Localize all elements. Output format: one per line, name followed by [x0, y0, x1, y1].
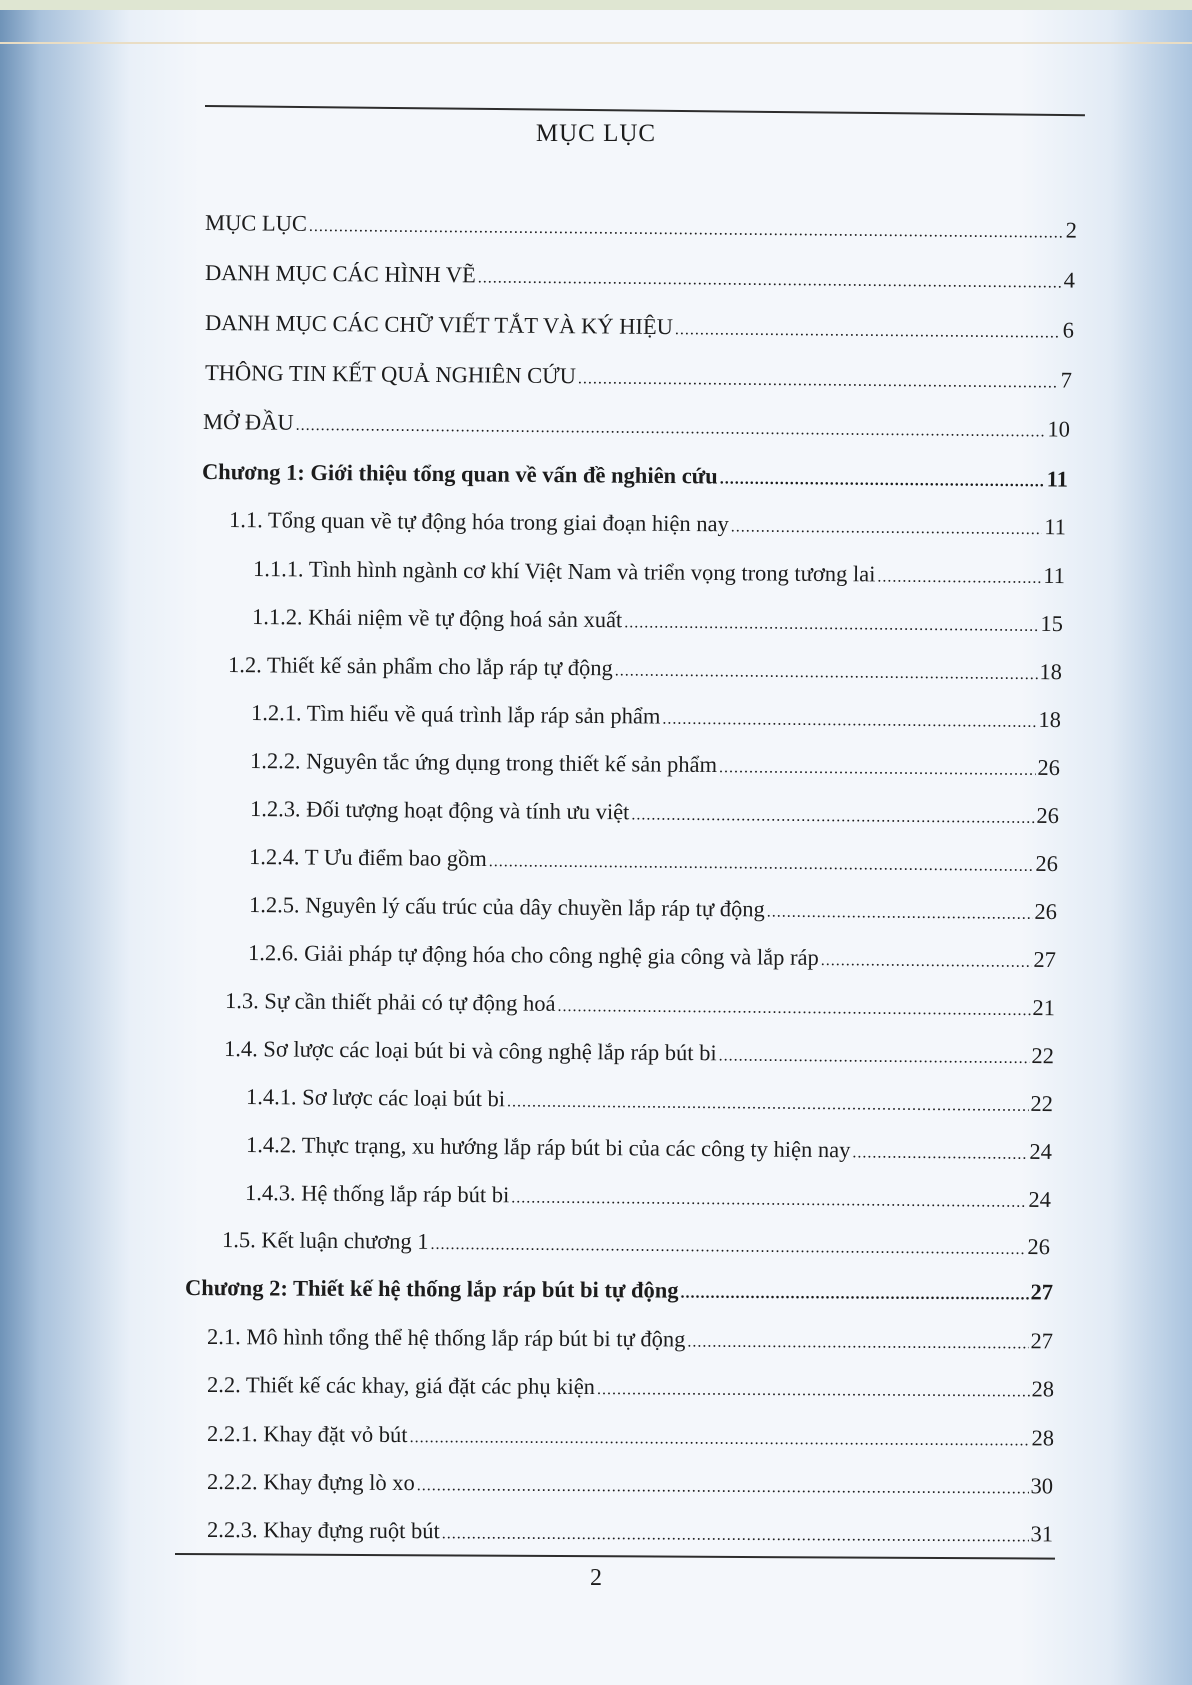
toc-leader-dots: [410, 1418, 1030, 1458]
toc-entry-text: 2.2.3. Khay đựng ruột bút: [206, 1517, 440, 1544]
toc-leader-dots: [507, 1082, 1029, 1124]
toc-entry-text: THÔNG TIN KẾT QUẢ NGHIÊN CỨU: [204, 360, 577, 389]
toc-entry-page: 26: [1027, 1234, 1051, 1260]
toc-leader-dots: [720, 460, 1045, 500]
toc-leader-dots: [442, 1514, 1029, 1554]
toc-entry-text: 2.2.1. Khay đặt vỏ bút: [206, 1421, 408, 1448]
toc-entry-text: 1.2.6. Giải pháp tự động hóa cho công nghệ gia công và lắp ráp: [247, 940, 819, 970]
toc-entry: [185, 1271, 1053, 1310]
toc-leader-dots: [852, 1133, 1027, 1172]
toc-entry-page: 11: [1043, 562, 1066, 589]
toc-entry-page: 26: [1037, 754, 1061, 781]
toc-entry-page: 27: [1033, 946, 1057, 973]
toc-entry-text: 1.1. Tổng quan về tự động hóa trong giai đoạn hiện nay: [228, 507, 729, 537]
toc-entry-text: 2.1. Mô hình tổng thể hệ thống lắp ráp bút bi tự động: [206, 1324, 686, 1352]
toc-leader-dots: [877, 557, 1041, 595]
toc-leader-dots: [597, 1370, 1030, 1409]
toc-entry: [205, 256, 1075, 298]
toc-entry-page: 26: [1035, 850, 1059, 877]
toc-leader-dots: [767, 893, 1033, 932]
scan-top-line: [0, 42, 1192, 44]
toc-entry-page: 30: [1030, 1473, 1054, 1499]
toc-entry: [224, 1032, 1054, 1073]
toc-entry: [207, 1417, 1054, 1455]
toc-entry: [250, 792, 1059, 833]
toc-entry-page: 27: [1030, 1279, 1054, 1305]
toc-entry-page: 26: [1034, 898, 1058, 925]
toc-entry-page: 6: [1062, 317, 1075, 343]
toc-entry-text: 1.2.1. Tìm hiểu về quá trình lắp ráp sản phẩm: [250, 700, 661, 729]
toc-entry-text: 1.2.2. Nguyên tắc ứng dụng trong thiết kế sản phẩm: [249, 748, 718, 778]
toc-entry: [203, 405, 1070, 447]
toc-entry-text: 1.4.3. Hệ thống lắp ráp bút bi: [244, 1180, 510, 1208]
toc-entry-page: 28: [1031, 1425, 1055, 1451]
toc-leader-dots: [489, 842, 1034, 884]
toc-entry-page: 27: [1030, 1328, 1054, 1354]
toc-entry: [229, 503, 1066, 544]
toc-leader-dots: [662, 700, 1036, 740]
toc-entry-page: 18: [1039, 659, 1063, 685]
footer-rule: [175, 1553, 1055, 1560]
scan-top-band: [0, 0, 1192, 10]
toc-entry-text: Chương 2: Thiết kế hệ thống lắp ráp bút bi tự động: [184, 1275, 679, 1303]
toc-entry-page: 15: [1040, 610, 1064, 637]
toc-entry-text: 1.5. Kết luận chương 1: [221, 1227, 429, 1254]
toc-entry-text: 1.2.3. Đối tượng hoạt động và tính ưu việt: [249, 796, 630, 825]
toc-entry-page: 24: [1028, 1186, 1052, 1213]
toc-entry-page: 26: [1036, 802, 1060, 829]
toc-entry: [245, 1176, 1051, 1217]
header-rule: [205, 105, 1085, 116]
toc-leader-dots: [511, 1178, 1026, 1219]
toc-entry: [248, 936, 1056, 977]
toc-entry-text: 1.1.2. Khái niệm về tự động hoá sản xuất: [251, 604, 623, 633]
toc-entry: [202, 455, 1068, 497]
toc-entry: [207, 1320, 1053, 1358]
toc-leader-dots: [719, 1036, 1030, 1076]
toc-leader-dots: [578, 359, 1059, 400]
toc-entry-text: 1.2.4. T Ưu điểm bao gồm: [248, 844, 487, 872]
toc-leader-dots: [430, 1225, 1025, 1267]
toc-entry: [251, 696, 1061, 737]
toc-leader-dots: [478, 258, 1062, 300]
toc-leader-dots: [615, 651, 1038, 692]
toc-leader-dots: [731, 507, 1043, 547]
toc-entry: [205, 206, 1077, 248]
page-number: 2: [590, 1565, 602, 1591]
toc-entry-text: 1.3. Sự cần thiết phải có tự động hoá: [224, 988, 556, 1016]
toc-entry-page: 11: [1046, 466, 1069, 492]
toc-leader-dots: [295, 406, 1045, 450]
toc-entry: [250, 744, 1060, 785]
toc-leader-dots: [417, 1466, 1029, 1506]
toc-leader-dots: [631, 795, 1034, 836]
toc-entry-text: Chương 1: Giới thiệu tổng quan về vấn đề nghiên cứu: [201, 459, 718, 489]
toc-entry: [246, 1080, 1053, 1121]
page-title: MỤC LỤC: [535, 120, 657, 147]
toc-entry: [249, 840, 1058, 881]
toc-leader-dots: [687, 1323, 1028, 1362]
toc-entry-page: 31: [1030, 1521, 1054, 1547]
toc-entry-page: 7: [1060, 367, 1073, 393]
toc-entry: [207, 1368, 1054, 1406]
toc-leader-dots: [309, 207, 1064, 251]
toc-entry-page: 11: [1044, 514, 1067, 540]
toc-entry-text: 2.2.2. Khay đựng lò xo: [206, 1469, 415, 1496]
toc-entry-page: 24: [1029, 1138, 1053, 1165]
toc-leader-dots: [675, 310, 1061, 350]
toc-leader-dots: [557, 987, 1030, 1028]
toc-entry-text: DANH MỤC CÁC CHỮ VIẾT TẮT VÀ KÝ HIỆU: [204, 310, 674, 340]
toc-entry-text: 2.2. Thiết kế các khay, giá đặt các phụ kiện: [206, 1372, 596, 1400]
toc-entry: [207, 1465, 1053, 1503]
toc-entry: [249, 888, 1057, 929]
toc-entry-text: 1.4.1. Sơ lược các loại bút bi: [245, 1084, 506, 1112]
toc-entry-text: 1.2. Thiết kế sản phẩm cho lắp ráp tự động: [227, 652, 613, 681]
toc-entry-text: 1.1.1. Tình hình ngành cơ khí Việt Nam và triển vọng trong tương lai: [252, 556, 876, 587]
toc-entry-page: 2: [1065, 217, 1078, 243]
toc-entry: [225, 984, 1055, 1025]
toc-entry: [253, 552, 1065, 593]
toc-entry: [222, 1223, 1050, 1264]
toc-entry: [246, 1128, 1052, 1169]
toc-entry-text: MỤC LỤC: [204, 210, 308, 236]
toc-entry-text: 1.2.5. Nguyên lý cấu trúc của dây chuyền lắp ráp tự động: [248, 892, 765, 922]
toc-entry: [205, 306, 1074, 348]
toc-leader-dots: [821, 941, 1032, 980]
toc-entry: [207, 1513, 1053, 1551]
toc-leader-dots: [624, 603, 1039, 644]
toc-entry-text: 1.4. Sơ lược các loại bút bi và công nghệ lắp ráp bút bi: [223, 1036, 717, 1066]
toc-entry: [205, 356, 1072, 398]
toc-entry-page: 4: [1063, 267, 1076, 293]
toc-entry: [252, 600, 1063, 641]
toc-leader-dots: [719, 748, 1036, 788]
toc-entry-page: 21: [1032, 995, 1056, 1021]
toc-entry-page: 10: [1047, 416, 1071, 442]
toc-entry-text: MỞ ĐẦU: [202, 409, 294, 435]
toc-entry-page: 18: [1038, 706, 1062, 733]
toc-entry-text: 1.4.2. Thực trạng, xu hướng lắp ráp bút bi của các công ty hiện nay: [245, 1132, 851, 1163]
toc-entry-page: 22: [1030, 1090, 1054, 1117]
toc-entry-page: 22: [1031, 1043, 1055, 1069]
toc-leader-dots: [680, 1274, 1028, 1313]
toc-entry-text: DANH MỤC CÁC HÌNH VẼ: [204, 260, 476, 288]
toc-entry: [228, 648, 1062, 689]
toc-entry-page: 28: [1031, 1376, 1055, 1402]
